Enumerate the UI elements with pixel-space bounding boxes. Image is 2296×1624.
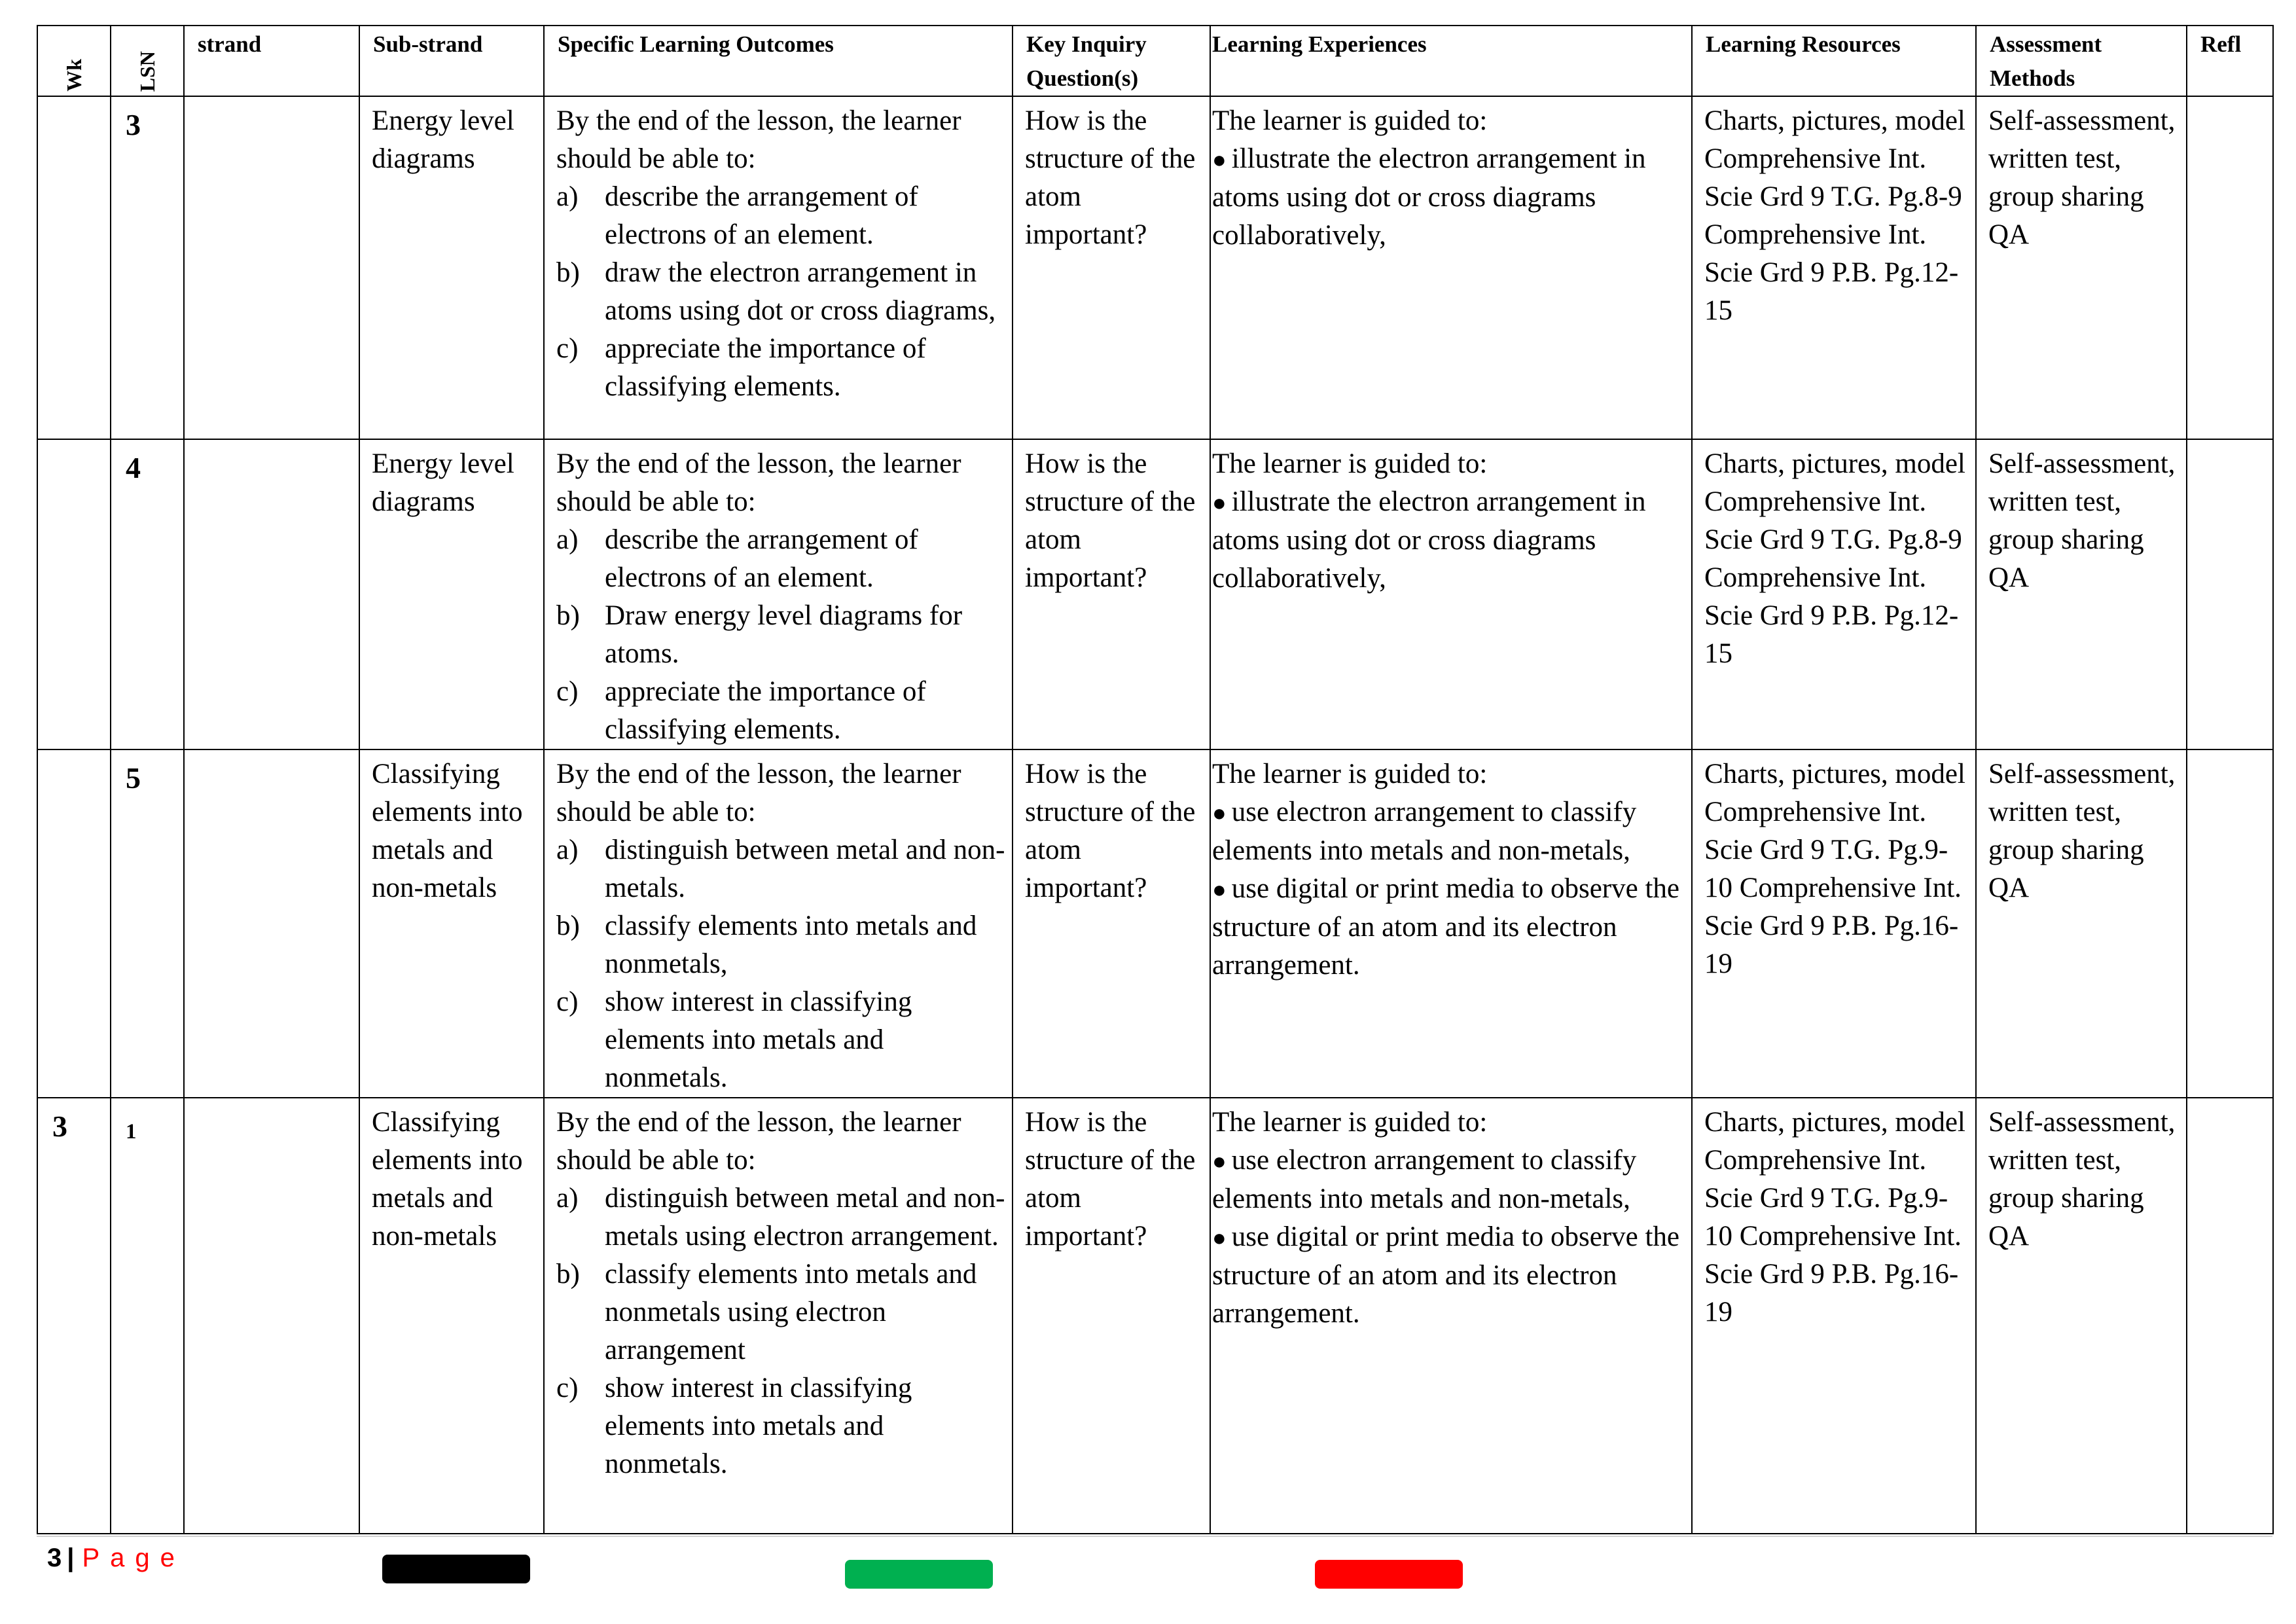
experience-item: ● illustrate the electron arrangement in atoms using dot or cross diagrams collaboratively, — [1212, 483, 1685, 598]
reflection-cell — [2187, 96, 2273, 439]
learning-resources-cell: Charts, pictures, model Comprehensive Int. Scie Grd 9 T.G. Pg.8-9 Comprehensive Int. Scie Grd 9 P.B. Pg.12-15 — [1692, 439, 1976, 749]
outcome-text: appreciate the importance of classifying elements. — [605, 676, 926, 745]
week-cell — [37, 749, 111, 1098]
header-learning-experiences: Learning Experiences — [1210, 26, 1692, 96]
outcome-text: classify elements into metals and nonmetals using electron arrangement — [605, 1259, 977, 1365]
strand-cell — [184, 1098, 359, 1534]
learning-outcomes-cell — [544, 439, 1013, 749]
table-row — [37, 749, 2273, 1098]
outcome-text: Draw energy level diagrams for atoms. — [605, 600, 963, 669]
outcomes-list — [556, 831, 1005, 1097]
learning-outcomes-cell — [544, 96, 1013, 439]
outcome-item — [556, 1255, 1005, 1369]
outcome-letter: c) — [556, 1373, 579, 1403]
learning-resources-cell: Charts, pictures, model Comprehensive Int. Scie Grd 9 T.G. Pg.9-10 Comprehensive Int. Scie Grd 9 P.B. Pg.16-19 — [1692, 1098, 1976, 1534]
outcome-letter: c) — [556, 333, 579, 364]
black-color-bar — [382, 1555, 530, 1583]
outcome-letter: b) — [556, 257, 580, 288]
table-row — [37, 96, 2273, 439]
outcome-item — [556, 907, 1005, 983]
green-color-bar — [845, 1560, 993, 1589]
outcomes-intro: By the end of the lesson, the learner should be able to: — [556, 105, 961, 174]
header-learning-resources: Learning Resources — [1692, 26, 1976, 96]
learning-resources-cell: Charts, pictures, model Comprehensive Int. Scie Grd 9 T.G. Pg.9-10 Comprehensive Int. Scie Grd 9 P.B. Pg.16-19 — [1692, 749, 1976, 1098]
experiences-intro: The learner is guided to: — [1212, 105, 1488, 136]
outcome-letter: b) — [556, 911, 580, 941]
outcomes-list — [556, 178, 1005, 406]
table-row — [37, 439, 2273, 749]
experience-item: ● use electron arrangement to classify elements into metals and non-metals, — [1212, 793, 1685, 870]
learning-outcomes-cell — [544, 1098, 1013, 1534]
outcome-letter: c) — [556, 986, 579, 1017]
outcome-letter: c) — [556, 676, 579, 707]
header-row — [37, 26, 2273, 96]
strand-cell — [184, 96, 359, 439]
footer-divider — [37, 1536, 2272, 1537]
outcome-item — [556, 178, 1005, 254]
header-substrand: Sub-strand — [359, 26, 544, 96]
reflection-cell — [2187, 749, 2273, 1098]
outcome-text: describe the arrangement of electrons of an element. — [605, 524, 918, 593]
lesson-cell: 4 — [111, 439, 184, 749]
outcome-item — [556, 1369, 1005, 1483]
substrand-cell: Classifying elements into metals and non-metals — [359, 749, 544, 1098]
substrand-cell: Classifying elements into metals and non-metals — [359, 1098, 544, 1534]
page-number: 3 — [47, 1543, 62, 1572]
outcome-letter: a) — [556, 1183, 579, 1214]
header-strand: strand — [184, 26, 359, 96]
outcome-item — [556, 1180, 1005, 1255]
outcome-text: classify elements into metals and nonmetals, — [605, 911, 977, 979]
key-inquiry-cell: How is the structure of the atom important? — [1013, 1098, 1210, 1534]
strand-cell — [184, 439, 359, 749]
page-separator: | — [67, 1543, 75, 1572]
outcome-text: draw the electron arrangement in atoms using dot or cross diagrams, — [605, 257, 996, 326]
learning-experiences-cell — [1210, 1098, 1692, 1534]
outcomes-intro: By the end of the lesson, the learner should be able to: — [556, 759, 961, 827]
outcome-letter: b) — [556, 1259, 580, 1290]
learning-experiences-cell — [1210, 439, 1692, 749]
key-inquiry-cell: How is the structure of the atom important? — [1013, 749, 1210, 1098]
experience-item: ● use digital or print media to observe the structure of an atom and its electron arrangement. — [1212, 1218, 1685, 1333]
header-week: Wk — [37, 26, 111, 96]
outcomes-intro: By the end of the lesson, the learner should be able to: — [556, 1107, 961, 1176]
assessment-methods-cell: Self-assessment, written test, group sharing QA — [1976, 439, 2187, 749]
key-inquiry-cell: How is the structure of the atom important? — [1013, 439, 1210, 749]
experiences-intro: The learner is guided to: — [1212, 1107, 1488, 1138]
strand-cell — [184, 749, 359, 1098]
header-assessment-methods: Assessment Methods — [1976, 26, 2187, 96]
outcome-text: show interest in classifying elements into metals and nonmetals. — [605, 1373, 912, 1479]
outcomes-list — [556, 1180, 1005, 1483]
outcomes-list — [556, 521, 1005, 749]
outcome-item — [556, 330, 1005, 406]
outcomes-intro: By the end of the lesson, the learner should be able to: — [556, 448, 961, 517]
learning-outcomes-cell — [544, 749, 1013, 1098]
outcome-text: describe the arrangement of electrons of an element. — [605, 181, 918, 250]
assessment-methods-cell: Self-assessment, written test, group sharing QA — [1976, 1098, 2187, 1534]
learning-experiences-cell — [1210, 749, 1692, 1098]
red-color-bar — [1315, 1560, 1463, 1589]
outcome-item — [556, 521, 1005, 597]
outcome-letter: a) — [556, 181, 579, 212]
outcome-text: distinguish between metal and non-metals. — [605, 835, 1005, 903]
outcome-letter: a) — [556, 835, 579, 865]
experience-item: ● illustrate the electron arrangement in atoms using dot or cross diagrams collaboratively, — [1212, 140, 1685, 255]
outcome-item — [556, 983, 1005, 1097]
header-learning-outcomes: Specific Learning Outcomes — [544, 26, 1013, 96]
outcome-item — [556, 831, 1005, 907]
experiences-intro: The learner is guided to: — [1212, 448, 1488, 479]
assessment-methods-cell: Self-assessment, written test, group sharing QA — [1976, 749, 2187, 1098]
table-body — [37, 96, 2273, 1534]
learning-resources-cell: Charts, pictures, model Comprehensive Int. Scie Grd 9 T.G. Pg.8-9 Comprehensive Int. Scie Grd 9 P.B. Pg.12-15 — [1692, 96, 1976, 439]
header-reflection: Refl — [2187, 26, 2273, 96]
outcome-letter: a) — [556, 524, 579, 555]
experience-item: ● use electron arrangement to classify elements into metals and non-metals, — [1212, 1142, 1685, 1218]
substrand-cell: Energy level diagrams — [359, 439, 544, 749]
substrand-cell: Energy level diagrams — [359, 96, 544, 439]
outcome-item — [556, 597, 1005, 673]
lesson-cell: 5 — [111, 749, 184, 1098]
page-footer — [47, 1538, 185, 1578]
page-word: Page — [82, 1543, 185, 1572]
week-cell — [37, 96, 111, 439]
outcome-item — [556, 673, 1005, 749]
lesson-cell: 1 — [111, 1098, 184, 1534]
key-inquiry-cell: How is the structure of the atom important? — [1013, 96, 1210, 439]
week-cell — [37, 439, 111, 749]
outcome-text: show interest in classifying elements into metals and nonmetals. — [605, 986, 912, 1093]
experiences-intro: The learner is guided to: — [1212, 759, 1488, 789]
learning-experiences-cell — [1210, 96, 1692, 439]
assessment-methods-cell: Self-assessment, written test, group sharing QA — [1976, 96, 2187, 439]
outcome-item — [556, 254, 1005, 330]
reflection-cell — [2187, 439, 2273, 749]
outcome-text: distinguish between metal and non-metals using electron arrangement. — [605, 1183, 1005, 1252]
reflection-cell — [2187, 1098, 2273, 1534]
outcome-letter: b) — [556, 600, 580, 631]
table-row — [37, 1098, 2273, 1534]
experience-item: ● use digital or print media to observe the structure of an atom and its electron arrangement. — [1212, 870, 1685, 984]
week-cell: 3 — [37, 1098, 111, 1534]
header-lesson: LSN — [111, 26, 184, 96]
outcome-text: appreciate the importance of classifying elements. — [605, 333, 926, 402]
header-key-inquiry: Key Inquiry Question(s) — [1013, 26, 1210, 96]
lesson-cell: 3 — [111, 96, 184, 439]
scheme-of-work-table — [37, 25, 2274, 1534]
